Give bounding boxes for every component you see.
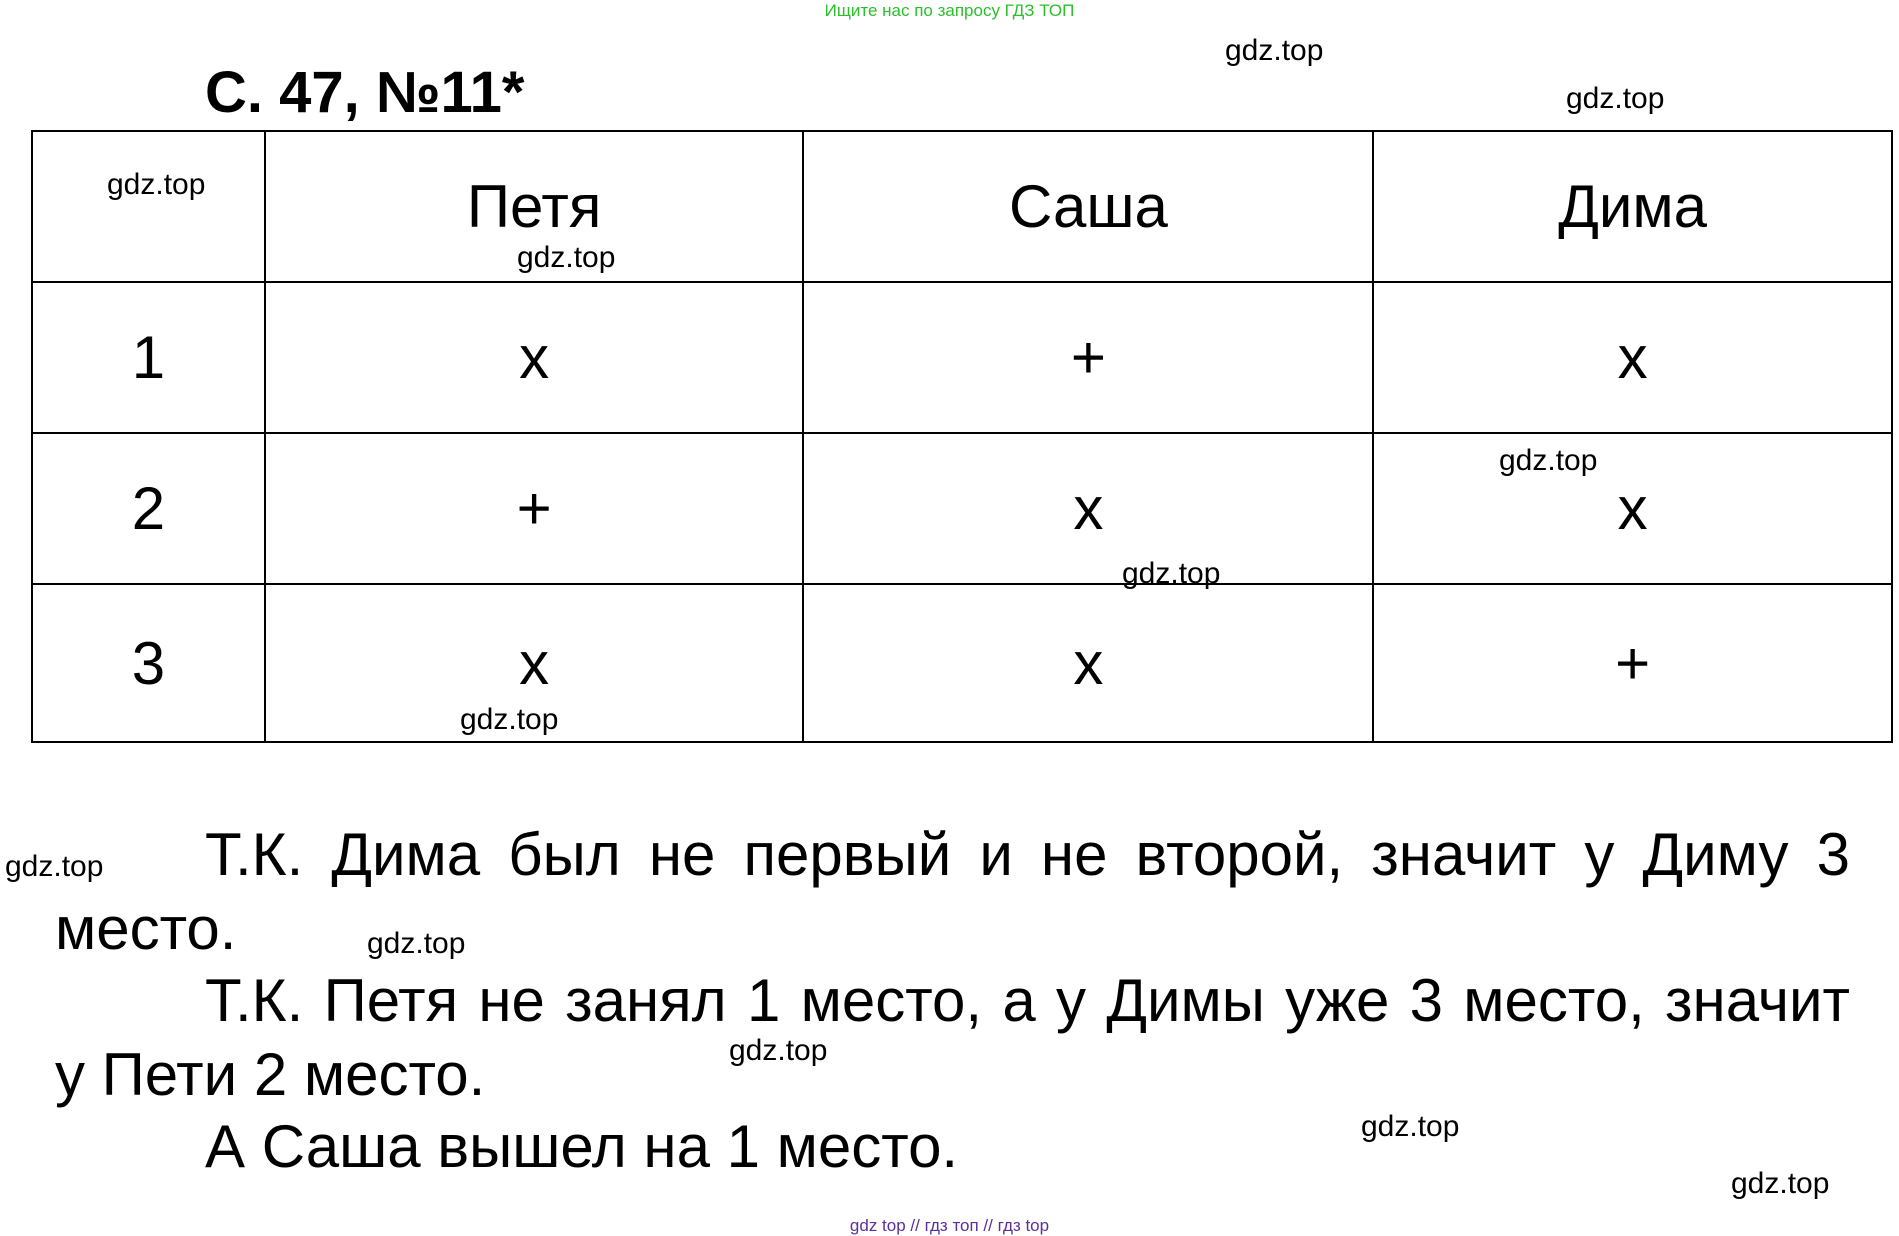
table-row bbox=[32, 433, 1892, 584]
mark-cell: x bbox=[803, 584, 1373, 742]
watermark: gdz.top bbox=[1361, 1110, 1460, 1143]
mark-cell: x bbox=[1373, 433, 1892, 584]
table-header-row bbox=[32, 131, 1892, 282]
table-header-cell bbox=[32, 131, 265, 282]
mark-cell: x bbox=[265, 584, 804, 742]
mark-cell: x bbox=[265, 282, 804, 433]
solution-paragraph: Т.К. Дима был не первый и не второй, значит у Диму 3 место. bbox=[55, 821, 1850, 962]
solution-paragraph: А Саша вышел на 1 место. bbox=[205, 1113, 959, 1180]
placement-table bbox=[31, 130, 1893, 743]
watermark: gdz.top bbox=[5, 850, 104, 883]
watermark: gdz.top bbox=[1499, 444, 1598, 477]
watermark: gdz.top bbox=[1122, 557, 1221, 590]
table-header-cell: Петя bbox=[265, 131, 804, 282]
footer-links: gdz top // гдз топ // гдз top bbox=[849, 1216, 1050, 1235]
mark-cell: x bbox=[803, 433, 1373, 584]
watermark: gdz.top bbox=[1731, 1167, 1830, 1200]
place-cell: 2 bbox=[32, 433, 265, 584]
watermark: gdz.top bbox=[729, 1034, 828, 1067]
page-title: С. 47, №11* bbox=[205, 60, 525, 125]
watermark: gdz.top bbox=[1225, 34, 1324, 67]
table-row bbox=[32, 282, 1892, 433]
mark-cell: + bbox=[265, 433, 804, 584]
watermark: gdz.top bbox=[1566, 82, 1665, 115]
solution-paragraph: Т.К. Петя не занял 1 место, а у Димы уже 3 место, значит у Пети 2 место. bbox=[55, 967, 1850, 1108]
table-header-cell: Дима bbox=[1373, 131, 1892, 282]
watermark: gdz.top bbox=[367, 927, 466, 960]
table-row bbox=[32, 584, 1892, 742]
table-header-cell: Саша bbox=[803, 131, 1373, 282]
mark-cell: x bbox=[1373, 282, 1892, 433]
watermark: gdz.top bbox=[460, 703, 559, 736]
mark-cell: + bbox=[1373, 584, 1892, 742]
mark-cell: + bbox=[803, 282, 1373, 433]
place-cell: 3 bbox=[32, 584, 265, 742]
watermark: gdz.top bbox=[517, 241, 616, 274]
watermark: gdz.top bbox=[107, 168, 206, 201]
top-banner: Ищите нас по запросу ГДЗ ТОП bbox=[824, 1, 1075, 20]
place-cell: 1 bbox=[32, 282, 265, 433]
